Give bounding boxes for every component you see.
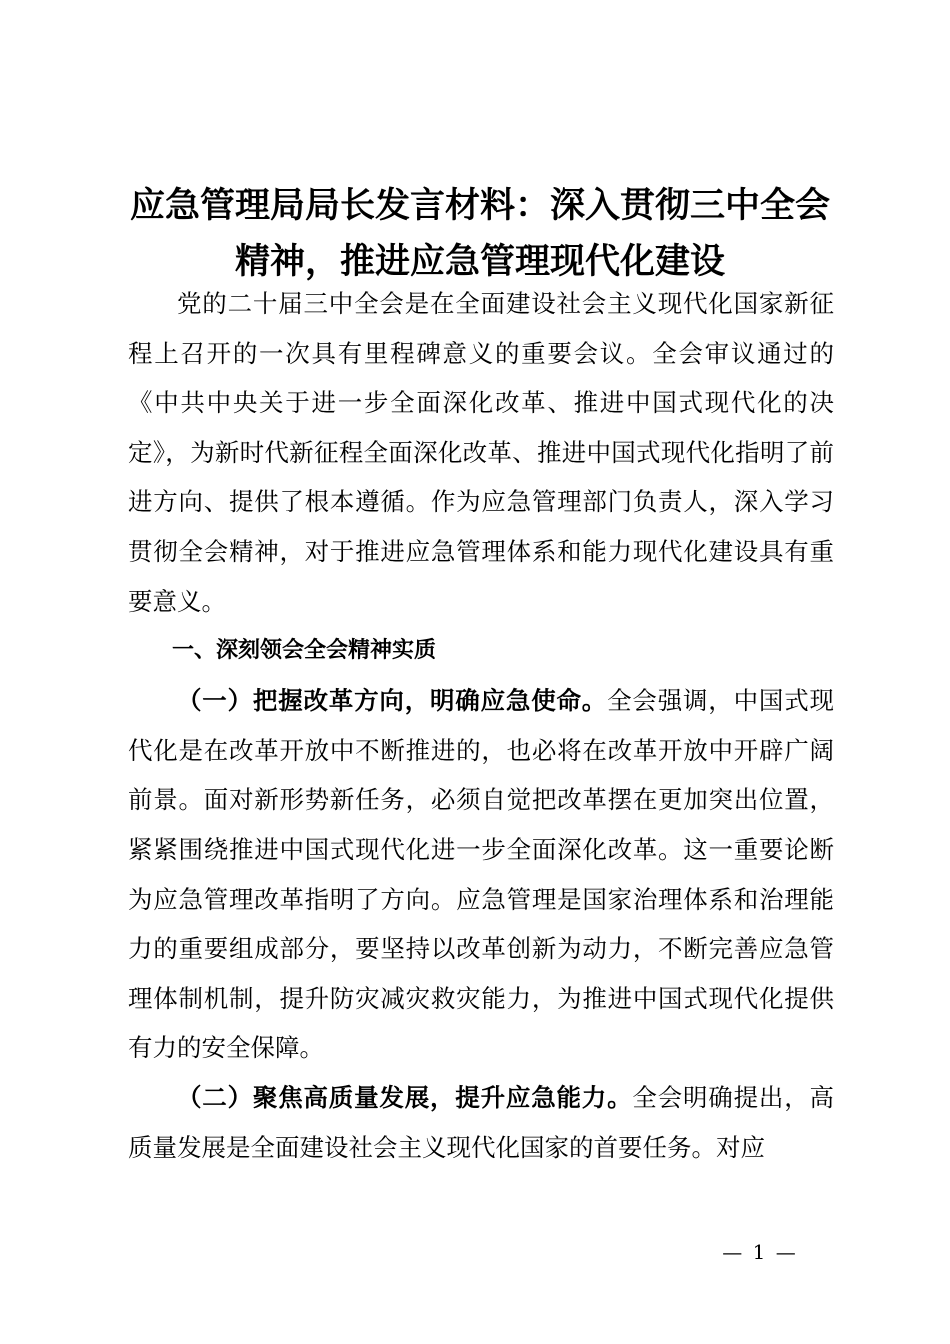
- page-number: — 1 —: [722, 1240, 798, 1264]
- subsection-lead-2: （二）聚焦高质量发展，提升应急能力。: [177, 1082, 633, 1112]
- subsection-lead-1: （一）把握改革方向，明确应急使命。: [177, 686, 608, 716]
- subsection-text-1: 全会强调，中国式现代化是在改革开放中不断推进的，也必将在改革开放中开辟广阔前景。面对新形势新任务，必须自觉把改革摆在更加突出位置，紧紧围绕推进中国式现代化进一步全面深化改革。这一重要论断为应急管理改革指明了方向。应急管理是国家治理体系和治理能力的重要组成部分，要坚持以改革创新为动力，不断完善应急管理体制机制，提升防灾减灾救灾能力，为推进中国式现代化提供有力的安全保障。: [128, 686, 835, 1063]
- subsection-paragraph-2: [128, 1073, 834, 1172]
- subsection-text-2: 全会明确提出，高质量发展是全面建设社会主义现代化国家的首要任务。对应: [128, 1082, 835, 1162]
- title-line-1: 应急管理局局长发言材料：深入贯彻三中全会: [129, 186, 830, 226]
- title-line-2: 精神，推进应急管理现代化建设: [234, 242, 725, 282]
- document-title: [120, 178, 840, 290]
- document-body: [128, 279, 834, 1172]
- intro-paragraph: 党的二十届三中全会是在全面建设社会主义现代化国家新征程上召开的一次具有里程碑意义的重要会议。全会审议通过的《中共中央关于进一步全面深化改革、推进中国式现代化的决定》，为新时代新征程全面深化改革、推进中国式现代化指明了前进方向、提供了根本遵循。作为应急管理部门负责人，深入学习贯彻全会精神，对于推进应急管理体系和能力现代化建设具有重要意义。: [128, 289, 834, 616]
- subsection-paragraph-1: [128, 676, 834, 1073]
- section-heading-1: 一、深刻领会全会精神实质: [172, 638, 437, 664]
